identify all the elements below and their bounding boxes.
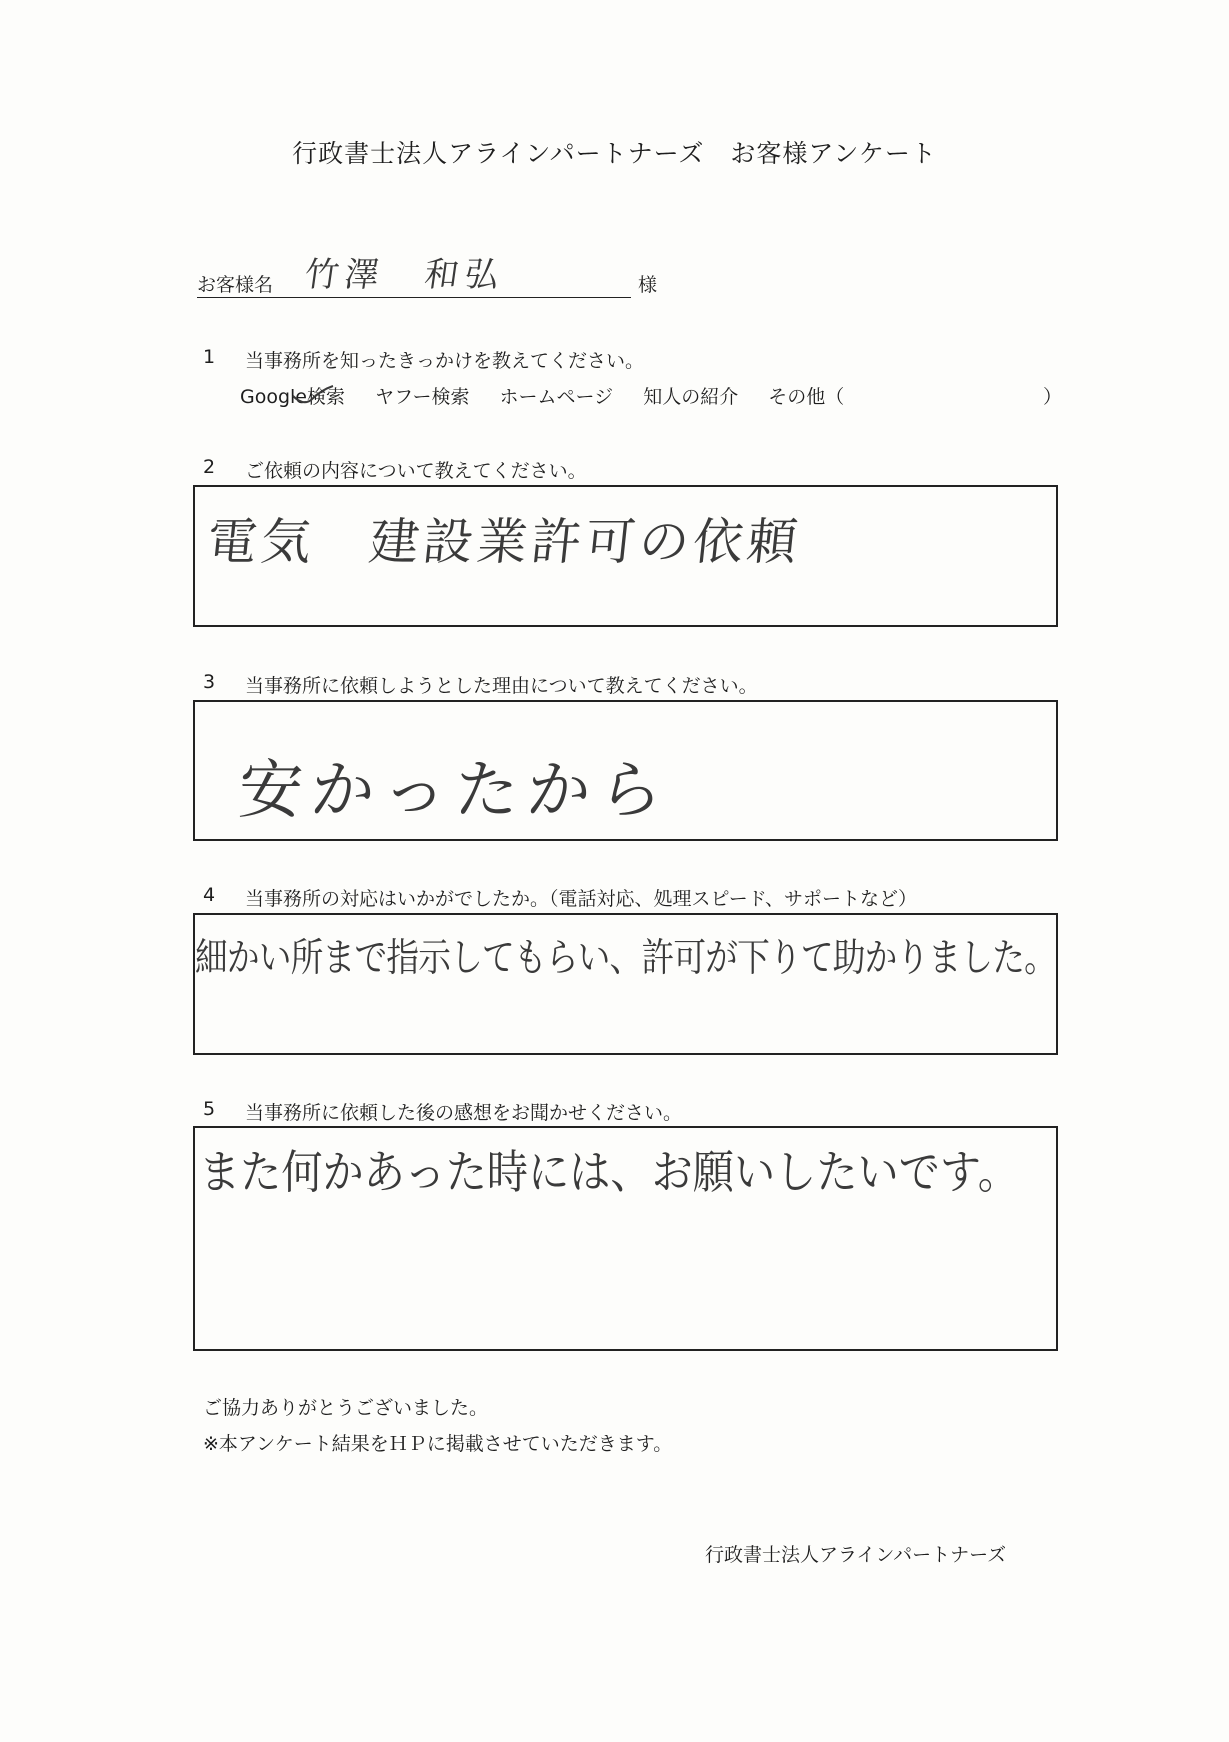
answer-2-text: 電気 建設業許可の依頼: [204, 512, 805, 571]
option-yahoo[interactable]: ヤフー検索: [375, 386, 470, 408]
answer-box-3[interactable]: [193, 700, 1058, 841]
publication-notice: ※本アンケート結果をＨＰに掲載させていただきます。: [203, 1433, 673, 1455]
customer-name-suffix: 様: [638, 274, 658, 296]
option-other[interactable]: その他（: [768, 386, 845, 408]
answer-5-handwriting: [195, 1128, 1056, 1349]
question-4-text: 当事務所の対応はいかがでしたか。（電話対応、処理スピード、サポートなど）: [245, 888, 918, 910]
question-2-number: 2: [203, 456, 216, 478]
selection-check-mark: [287, 372, 347, 412]
customer-name-handwriting: [301, 252, 586, 298]
customer-name-label: お客様名: [197, 274, 274, 296]
customer-name-value: 竹澤 和弘: [301, 255, 508, 295]
answer-5-text: また何かあった時には、お願いしたいです。: [199, 1145, 1019, 1199]
company-signature: 行政書士法人アラインパートナーズ: [705, 1544, 1007, 1566]
question-1-number: 1: [203, 346, 216, 368]
question-3-text: 当事務所に依頼しようとした理由について教えてください。: [245, 675, 758, 697]
question-1-text: 当事務所を知ったきっかけを教えてください。: [245, 350, 645, 372]
answer-box-2[interactable]: [193, 485, 1058, 627]
question-4-number: 4: [203, 884, 216, 906]
answer-box-4[interactable]: [193, 913, 1058, 1055]
form-title: 行政書士法人アラインパートナーズ お客様アンケート: [292, 139, 937, 168]
thanks-text: ご協力ありがとうございました。: [203, 1397, 489, 1419]
question-5-number: 5: [203, 1098, 216, 1120]
question-2-text: ご依頼の内容について教えてください。: [245, 460, 587, 482]
option-other-close: ）: [1043, 386, 1063, 408]
answer-3-handwriting: [195, 702, 1056, 839]
question-3-number: 3: [203, 671, 216, 693]
answer-2-handwriting: [195, 487, 1056, 625]
answer-4-handwriting: [195, 915, 1056, 1053]
answer-3-text: 安かったから: [236, 754, 674, 828]
answer-4-text: 細かい所まで指示してもらい、許可が下りて助かりました。: [195, 936, 1056, 981]
option-referral[interactable]: 知人の紹介: [643, 386, 739, 408]
option-homepage[interactable]: ホームページ: [499, 386, 614, 408]
option-google[interactable]: Google検索: [240, 386, 346, 408]
question-5-text: 当事務所に依頼した後の感想をお聞かせください。: [245, 1102, 683, 1124]
answer-box-5[interactable]: [193, 1126, 1058, 1351]
